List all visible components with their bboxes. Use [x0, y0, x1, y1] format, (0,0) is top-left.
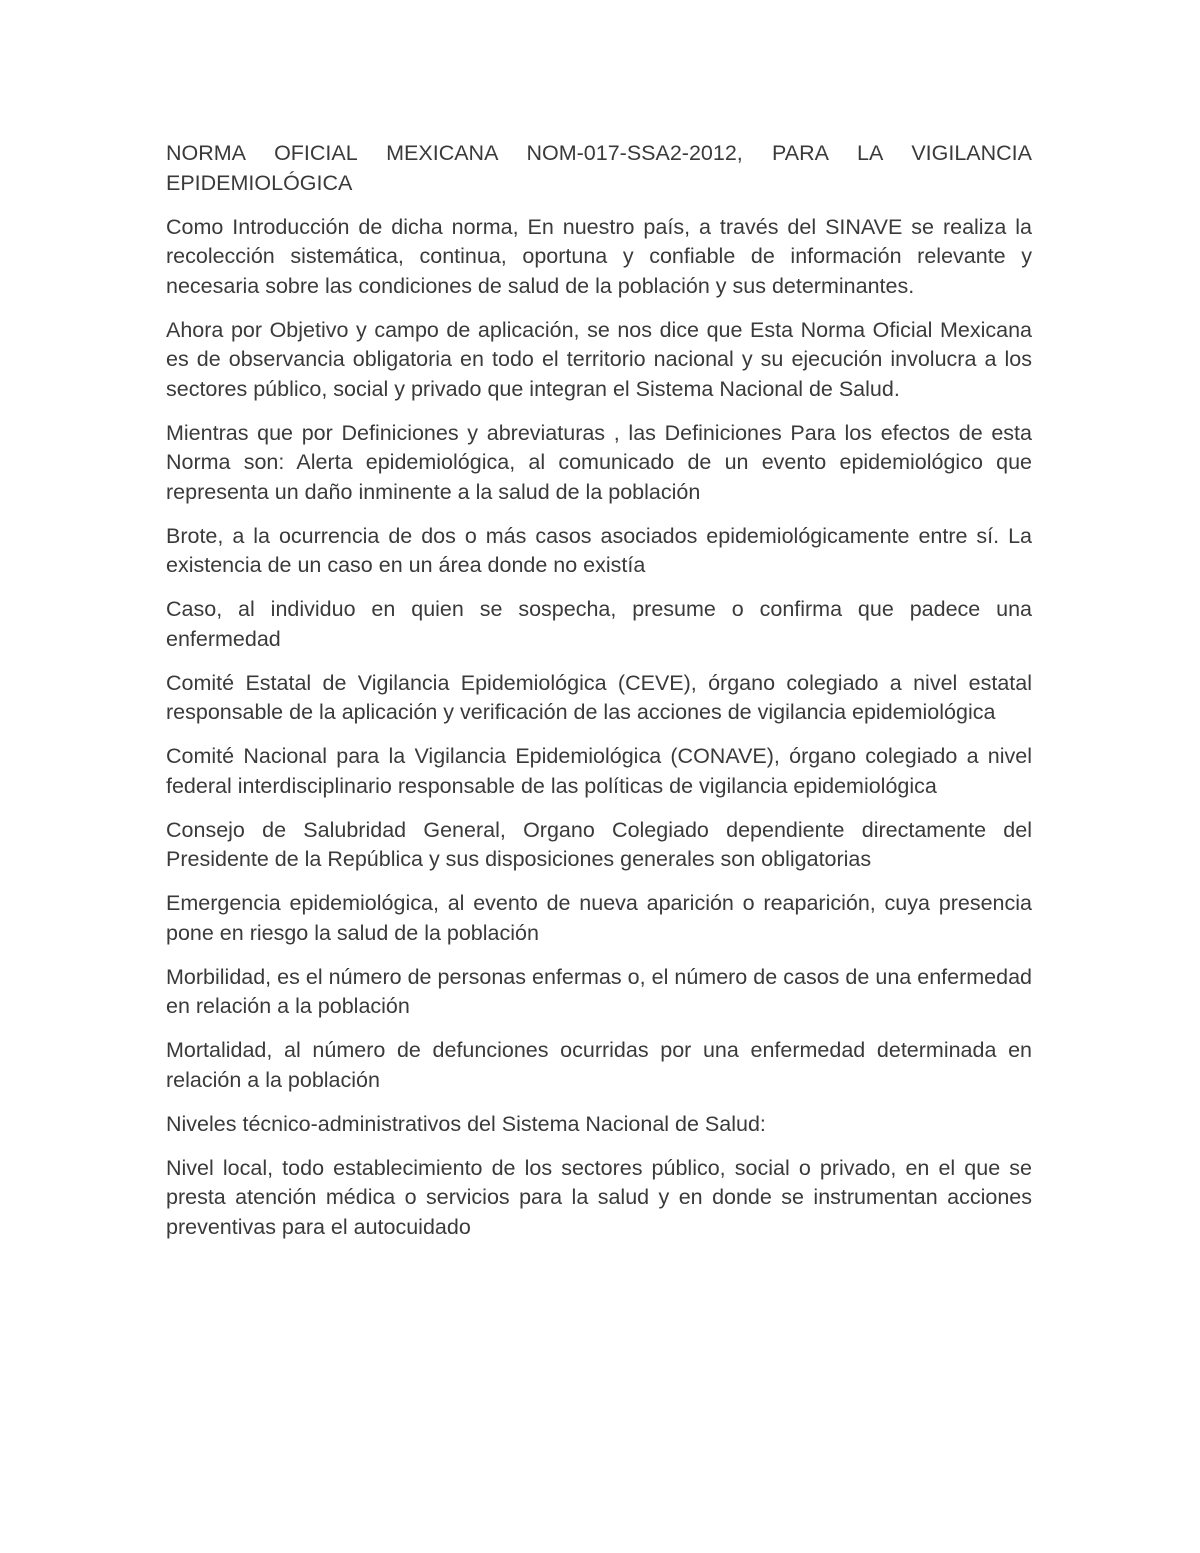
paragraph-consejo: Consejo de Salubridad General, Organo Colegiado dependiente directamente del Presidente de la República y sus disposiciones generales son obligatorias — [166, 817, 1032, 871]
document-title: NORMA OFICIAL MEXICANA NOM-017-SSA2-2012, PARA LA VIGILANCIA EPIDEMIOLÓGICA — [166, 141, 1032, 195]
document-body — [166, 139, 1032, 1257]
paragraph-caso: Caso, al individuo en quien se sospecha, presume o confirma que padece una enfermedad — [166, 597, 1032, 651]
paragraph-introduccion: Como Introducción de dicha norma, En nuestro país, a través del SINAVE se realiza la recolección sistemática, continua, oportuna y confiable de información relevante y necesaria sobre las condiciones de salud de la población y sus determinantes. — [166, 214, 1032, 298]
paragraph-mortalidad: Mortalidad, al número de defunciones ocurridas por una enfermedad determinada en relación a la población — [166, 1038, 1032, 1092]
paragraph-emergencia: Emergencia epidemiológica, al evento de nueva aparición o reaparición, cuya presencia pone en riesgo la salud de la población — [166, 891, 1032, 945]
paragraph-nivel-local: Nivel local, todo establecimiento de los sectores público, social o privado, en el que se presta atención médica o servicios para la salud y en donde se instrumentan acciones preventivas para el autocuidado — [166, 1155, 1032, 1239]
paragraph-ceve: Comité Estatal de Vigilancia Epidemiológica (CEVE), órgano colegiado a nivel estatal responsable de la aplicación y verificación de las acciones de vigilancia epidemiológica — [166, 670, 1032, 724]
paragraph-definiciones: Mientras que por Definiciones y abreviaturas , las Definiciones Para los efectos de esta Norma son: Alerta epidemiológica, al comunicado de un evento epidemiológico que representa un daño inminente a la salud de la población — [166, 420, 1032, 504]
paragraph-conave: Comité Nacional para la Vigilancia Epidemiológica (CONAVE), órgano colegiado a nivel federal interdisciplinario responsable de las políticas de vigilancia epidemiológica — [166, 744, 1032, 798]
paragraph-objetivo: Ahora por Objetivo y campo de aplicación, se nos dice que Esta Norma Oficial Mexicana es de observancia obligatoria en todo el territorio nacional y su ejecución involucra a los sectores público, social y privado que integran el Sistema Nacional de Salud. — [166, 317, 1032, 401]
paragraph-morbilidad: Morbilidad, es el número de personas enfermas o, el número de casos de una enfermedad en relación a la población — [166, 964, 1032, 1018]
paragraph-brote: Brote, a la ocurrencia de dos o más casos asociados epidemiológicamente entre sí. La existencia de un caso en un área donde no existía — [166, 523, 1032, 577]
paragraph-niveles: Niveles técnico-administrativos del Sistema Nacional de Salud: — [166, 1111, 766, 1136]
